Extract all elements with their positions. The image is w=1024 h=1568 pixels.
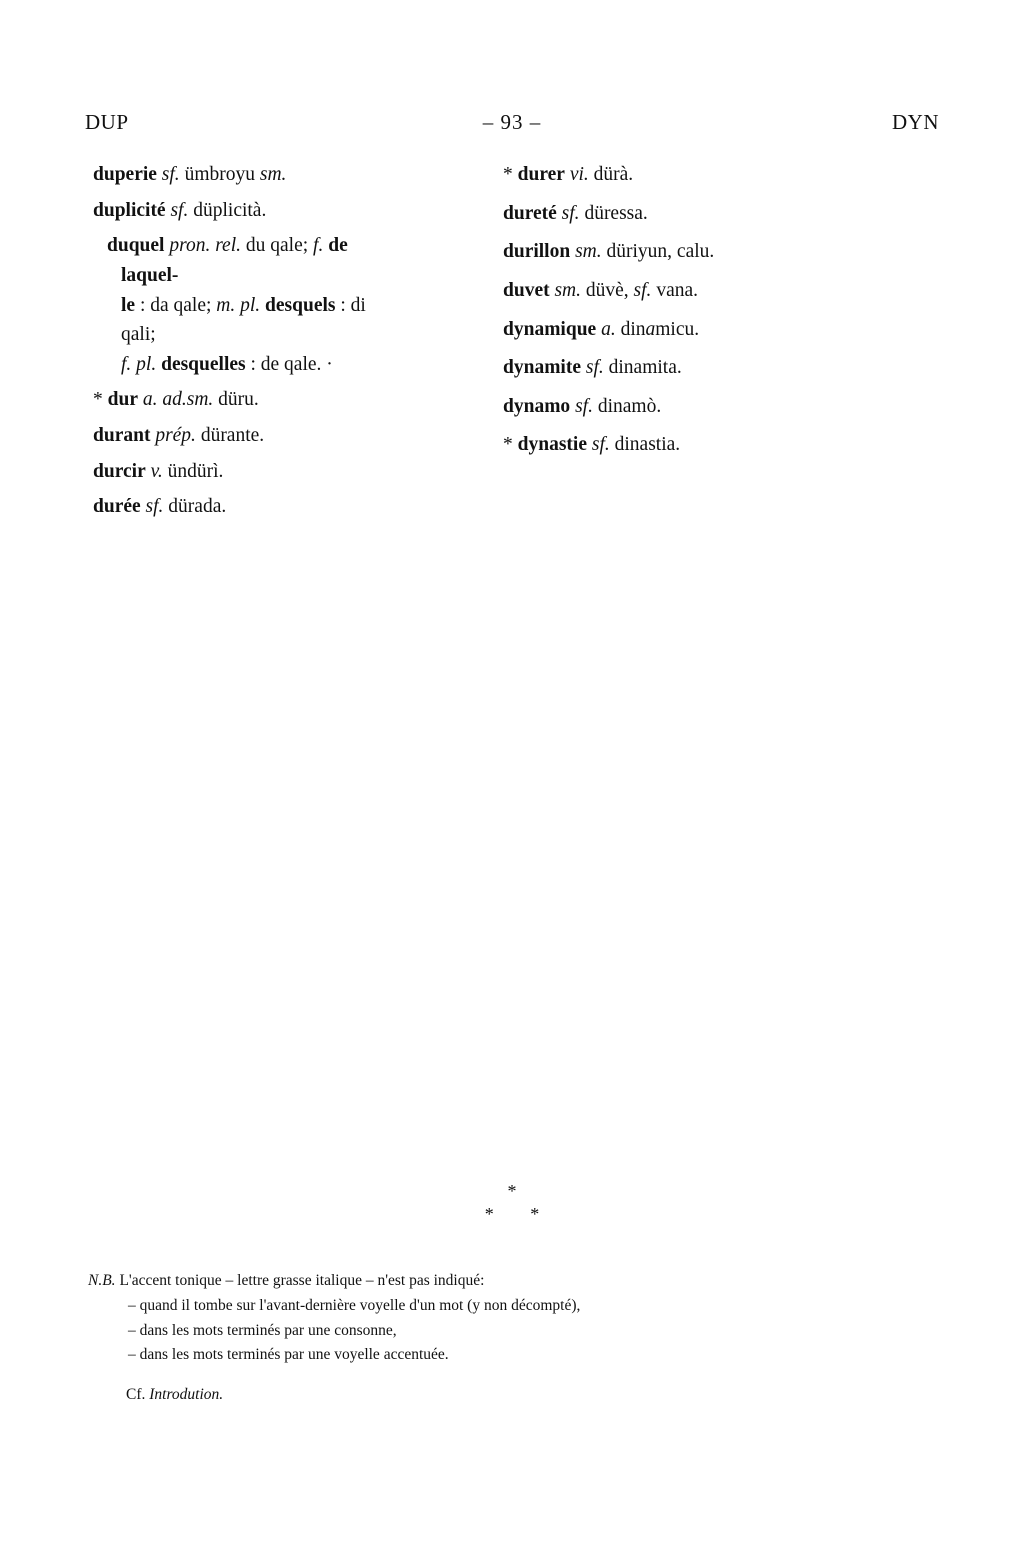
entry-translation: dürada. [163, 496, 227, 518]
asterisk-marker: * [503, 434, 518, 456]
dictionary-entry [93, 160, 393, 190]
entry-grammar: sf. [570, 395, 593, 417]
dictionary-entry [503, 276, 793, 306]
entry-headword: duperie [93, 164, 157, 185]
footnote-lead-label: N.B. [88, 1272, 116, 1289]
entry-headword: durée [93, 496, 141, 518]
entry-translation: dinastia. [609, 434, 681, 456]
footnote-lead-text: L'accent tonique – lettre grasse italique – n'est pas indiqué: [115, 1272, 485, 1289]
dictionary-entry [503, 160, 793, 190]
entry-headword: dureté [503, 202, 557, 224]
entry-grammar: pron. rel. [164, 235, 242, 257]
entry-headword: duvet [503, 279, 550, 301]
entry-translation: : da qale; [135, 294, 217, 316]
entry-translation: dürà. [588, 164, 634, 185]
entry-grammar: f. pl. [121, 353, 157, 375]
entry-headword: durcir [93, 460, 146, 482]
footnote-cf [126, 1384, 728, 1406]
dictionary-entry [93, 421, 393, 451]
footnote-list-item: – dans les mots terminés par une consonne, [128, 1321, 397, 1339]
entry-grammar: v. [145, 460, 163, 482]
entry-grammar: a. [596, 318, 616, 340]
dictionary-entry [93, 196, 393, 226]
footnote-list-item: – dans les mots terminés par une voyelle accentuée. [128, 1346, 449, 1364]
entry-grammar: a. ad.sm. [137, 389, 214, 411]
asterisk-marker: * [503, 164, 518, 185]
dictionary-entry [93, 457, 393, 487]
entry-grammar: f. [313, 235, 324, 257]
entry-translation: düressa. [579, 202, 648, 224]
dictionary-entry [93, 231, 393, 379]
asterisk-marker: * [93, 389, 108, 411]
entry-headword: duquel [107, 235, 165, 257]
entry-headword: durer [517, 164, 565, 185]
dictionary-entry [503, 237, 793, 267]
column-right [503, 160, 793, 469]
entry-translation: du qale; [241, 235, 314, 257]
entry-translation: dinamita. [603, 357, 682, 379]
entry-headword: dynamite [503, 357, 581, 379]
entry-translation: micu. [655, 318, 700, 340]
entry-grammar: sf. [165, 199, 189, 221]
entry-headword: durant [93, 425, 151, 446]
entry-headword: duplicité [93, 199, 166, 221]
entry-translation: ündürì. [162, 460, 224, 482]
entry-grammar: sf. [156, 164, 180, 185]
dictionary-entry [503, 430, 793, 460]
entry-bold: desquelles [156, 353, 246, 375]
footnote [88, 1270, 728, 1406]
entry-headword: dynastie [517, 434, 587, 456]
entry-headword: dur [107, 389, 138, 411]
entry-grammar: sm. [570, 241, 602, 263]
entry-translation: : di qali; [121, 294, 366, 346]
entry-grammar: sf. [556, 202, 580, 224]
entry-headword: durillon [503, 241, 571, 263]
dictionary-entry [503, 353, 793, 383]
entry-headword: dynamique [503, 318, 597, 340]
entry-grammar: sm. [259, 164, 287, 185]
page-number: – 93 – [482, 110, 542, 134]
entry-bold: desquels [260, 294, 336, 316]
entry-translation: din [615, 318, 646, 340]
running-head-left: DUP [85, 110, 129, 134]
ornament-row-1: * [507, 1181, 517, 1201]
footnote-cf-label: Cf. [126, 1385, 146, 1403]
asterisk-ornament [0, 1180, 1024, 1225]
footnote-lead [88, 1270, 728, 1292]
entry-grammar: a [645, 318, 656, 340]
entry-bold: le [121, 294, 136, 316]
dictionary-entry [503, 392, 793, 422]
footnote-cf-text: Introdution. [145, 1385, 224, 1403]
entry-translation: dinamò. [592, 395, 662, 417]
entry-translation: düplicità. [188, 199, 267, 221]
entry-headword: dynamo [503, 395, 571, 417]
entry-translation: : de qale. · [245, 353, 333, 375]
entry-translation: düru. [213, 389, 259, 411]
entry-grammar: sf. [633, 279, 652, 301]
entry-translation: vana. [651, 279, 698, 301]
dictionary-entry [503, 315, 793, 345]
running-head [85, 110, 939, 136]
running-head-right: DYN [892, 110, 939, 134]
entry-bold: de laquel- [121, 235, 348, 286]
entry-grammar: sf. [581, 357, 604, 379]
footnote-list [128, 1295, 728, 1366]
entry-translation: dürante. [195, 425, 265, 446]
entry-translation: düriyun, calu. [601, 241, 715, 263]
entry-grammar: prép. [150, 425, 196, 446]
entry-grammar: sf. [586, 434, 610, 456]
dictionary-entry [93, 492, 393, 522]
column-left [93, 160, 393, 528]
dictionary-entry [93, 385, 393, 415]
dictionary-entry [503, 199, 793, 229]
entry-grammar: sf. [140, 496, 164, 518]
footnote-list-item: – quand il tombe sur l'avant-dernière voyelle d'un mot (y non décompté), [128, 1297, 581, 1315]
entry-translation: düvè, [581, 279, 634, 301]
ornament-row-2: * * [484, 1203, 556, 1224]
entry-grammar: m. pl. [216, 294, 261, 316]
entry-translation: ümbroyu [179, 164, 260, 185]
entry-grammar: vi. [564, 164, 589, 185]
entry-grammar: sm. [549, 279, 582, 301]
